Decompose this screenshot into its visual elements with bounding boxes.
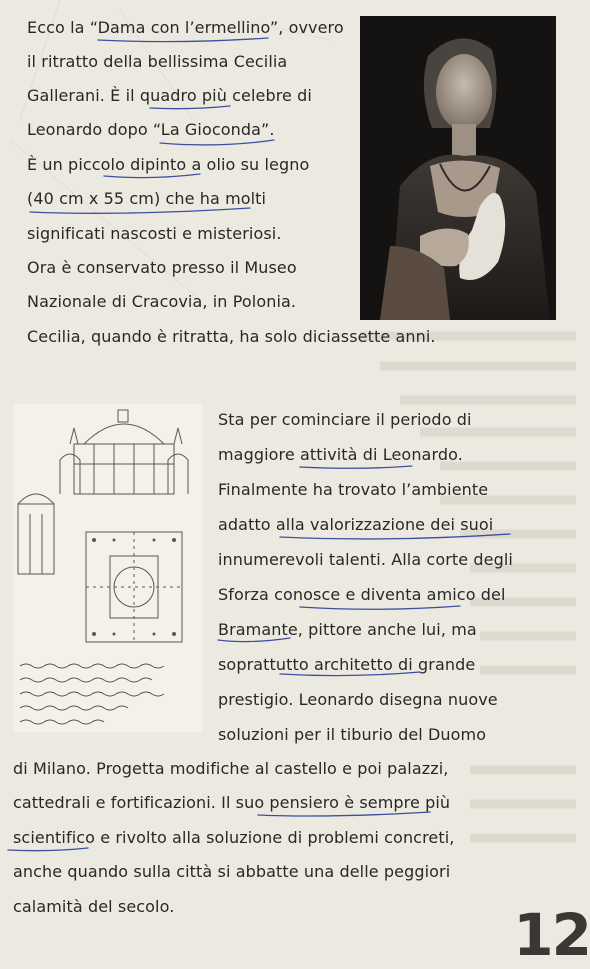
text-line: (40 cm x 55 cm) che ha molti xyxy=(27,189,267,208)
text-line: soprattutto architetto di grande xyxy=(218,655,476,674)
text-line: anche quando sulla città si abbatte una delle peggiori xyxy=(13,862,451,881)
text-line: di Milano. Progetta modifiche al castello e poi palazzi, xyxy=(13,759,449,778)
text-line: Sta per cominciare il periodo di xyxy=(218,410,472,429)
text-line: Gallerani. È il quadro più celebre di xyxy=(27,86,312,105)
text-line: calamità del secolo. xyxy=(13,897,175,916)
text-line: cattedrali e fortificazioni. Il suo pensiero è sempre più xyxy=(13,793,451,812)
text-line: Bramante, pittore anche lui, ma xyxy=(218,620,477,639)
text-line: il ritratto della bellissima Cecilia xyxy=(27,52,288,71)
page-number: 12 xyxy=(513,901,590,969)
text-line: È un piccolo dipinto a olio su legno xyxy=(27,155,310,174)
text-line: innumerevoli talenti. Alla corte degli xyxy=(218,550,513,569)
text-line: significati nascosti e misteriosi. xyxy=(27,224,282,243)
text-line: adatto alla valorizzazione dei suoi xyxy=(218,515,494,534)
text-line: Sforza conosce e diventa amico del xyxy=(218,585,506,604)
text-line: Leonardo dopo “La Gioconda”. xyxy=(27,120,275,139)
text-line: Ecco la “Dama con l’ermellino”, ovvero xyxy=(27,18,344,37)
text-line: scientifico e rivolto alla soluzione di problemi concreti, xyxy=(13,828,455,847)
text-line: Ora è conservato presso il Museo xyxy=(27,258,297,277)
text-line: Nazionale di Cracovia, in Polonia. xyxy=(27,292,297,311)
text-line: Finalmente ha trovato l’ambiente xyxy=(218,480,489,499)
text-line: prestigio. Leonardo disegna nuove xyxy=(218,690,498,709)
text-line: maggiore attività di Leonardo. xyxy=(218,445,463,464)
text-line: soluzioni per il tiburio del Duomo xyxy=(218,725,487,744)
text-line: Cecilia, quando è ritratta, ha solo diciassette anni. xyxy=(27,327,436,346)
